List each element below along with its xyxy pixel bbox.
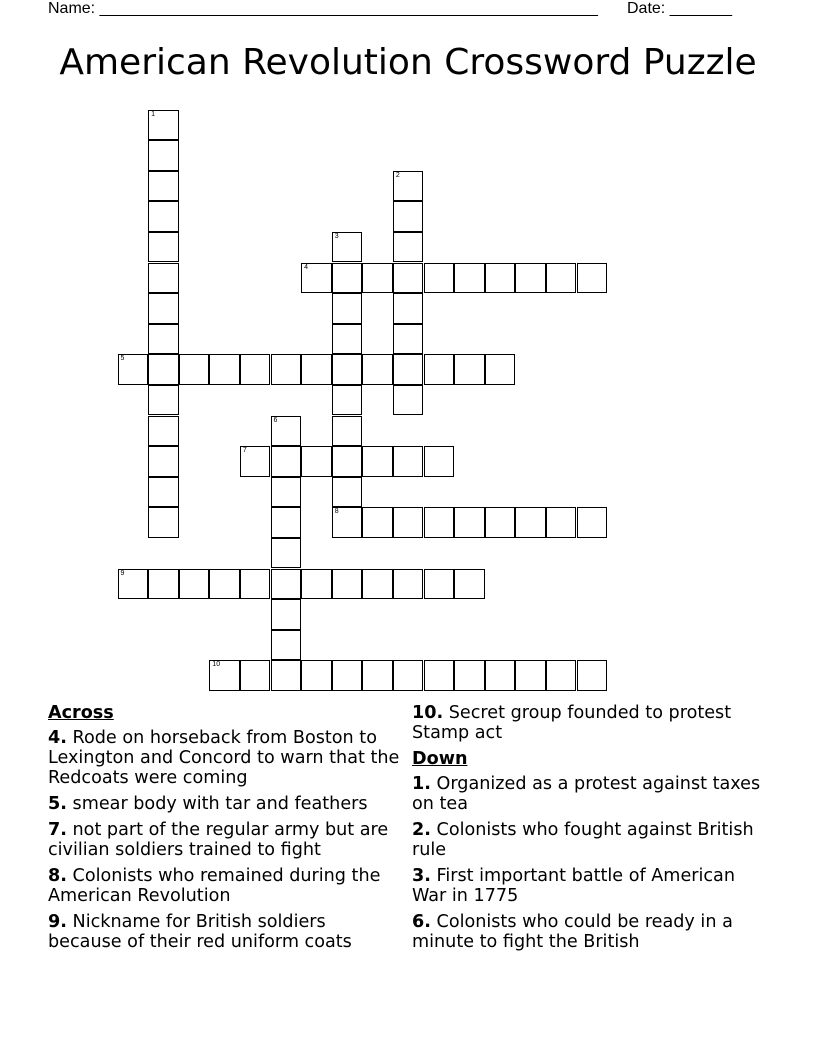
crossword-cell[interactable] (148, 446, 179, 477)
cell-number: 9 (120, 569, 125, 577)
crossword-cell[interactable] (454, 569, 485, 600)
clue-number: 5. (48, 794, 67, 814)
clue-text: Colonists who remained during the American Revolution (48, 866, 381, 906)
clue-number: 7. (48, 820, 67, 840)
crossword-cell[interactable] (148, 140, 179, 171)
crossword-cell[interactable] (362, 446, 393, 477)
crossword-cell[interactable] (240, 354, 271, 385)
crossword-cell[interactable] (118, 354, 149, 385)
crossword-cell[interactable] (332, 569, 363, 600)
crossword-cell[interactable] (148, 354, 179, 385)
crossword-cell[interactable] (271, 538, 302, 569)
crossword-cell[interactable] (332, 507, 363, 538)
clues-right-column (412, 703, 772, 958)
crossword-cell[interactable] (424, 507, 455, 538)
crossword-cell[interactable] (332, 263, 363, 294)
crossword-cell[interactable] (271, 599, 302, 630)
crossword-cell[interactable] (332, 416, 363, 447)
clue-number: 9. (48, 912, 67, 932)
crossword-cell[interactable] (148, 477, 179, 508)
crossword-cell[interactable] (332, 477, 363, 508)
clue-across-9 (48, 912, 403, 952)
crossword-cell[interactable] (271, 416, 302, 447)
clue-across-4 (48, 728, 403, 788)
crossword-cell[interactable] (577, 507, 608, 538)
clue-number: 1. (412, 774, 431, 794)
crossword-cell[interactable] (454, 354, 485, 385)
crossword-cell[interactable] (148, 385, 179, 416)
clue-text: Secret group founded to protest Stamp act (412, 703, 732, 743)
clue-down-3 (412, 866, 772, 906)
clue-down-2 (412, 820, 772, 860)
crossword-cell[interactable] (515, 263, 546, 294)
crossword-cell[interactable] (148, 507, 179, 538)
crossword-cell[interactable] (454, 263, 485, 294)
clue-number: 6. (412, 912, 431, 932)
crossword-cell[interactable] (577, 263, 608, 294)
clue-text: Rode on horseback from Boston to Lexington and Concord to warn that the Redcoats were coming (48, 728, 400, 788)
crossword-cell[interactable] (424, 446, 455, 477)
cell-number: 3 (334, 232, 339, 240)
cell-number: 7 (242, 447, 247, 455)
clue-across-10 (412, 703, 772, 743)
clues-left-column (48, 703, 403, 958)
crossword-cell[interactable] (424, 354, 455, 385)
clue-number: 10. (412, 703, 444, 723)
crossword-cell[interactable] (362, 263, 393, 294)
down-heading: Down (412, 749, 468, 769)
clue-number: 2. (412, 820, 431, 840)
cell-number: 1 (151, 110, 155, 118)
crossword-cell[interactable] (209, 354, 240, 385)
crossword-cell[interactable] (393, 293, 424, 324)
crossword-cell[interactable] (301, 660, 332, 691)
crossword-cell[interactable] (209, 660, 240, 691)
crossword-cell[interactable] (148, 171, 179, 202)
across-heading: Across (48, 703, 114, 723)
crossword-cell[interactable] (332, 385, 363, 416)
crossword-cell[interactable] (332, 660, 363, 691)
crossword-cell[interactable] (393, 507, 424, 538)
clue-number: 8. (48, 866, 67, 886)
crossword-cell[interactable] (301, 569, 332, 600)
crossword-cell[interactable] (393, 324, 424, 355)
crossword-cell[interactable] (546, 507, 577, 538)
clue-text: not part of the regular army but are civilian soldiers trained to fight (48, 820, 389, 860)
clue-across-7 (48, 820, 403, 860)
crossword-cell[interactable] (148, 263, 179, 294)
crossword-cell[interactable] (148, 110, 179, 141)
crossword-cell[interactable] (179, 569, 210, 600)
cell-number: 10 (212, 661, 221, 669)
crossword-cell[interactable] (118, 569, 149, 600)
crossword-cell[interactable] (515, 660, 546, 691)
crossword-cell[interactable] (485, 263, 516, 294)
name-field[interactable]: Name: ________________________________________________________ (48, 0, 598, 17)
cell-number: 5 (120, 355, 125, 363)
crossword-cell[interactable] (485, 660, 516, 691)
crossword-cell[interactable] (148, 293, 179, 324)
crossword-cell[interactable] (393, 201, 424, 232)
crossword-cell[interactable] (271, 477, 302, 508)
crossword-cell[interactable] (424, 660, 455, 691)
crossword-cell[interactable] (179, 354, 210, 385)
crossword-cell[interactable] (240, 660, 271, 691)
clue-text: Colonists who could be ready in a minute to fight the British (412, 912, 733, 952)
crossword-cell[interactable] (271, 354, 302, 385)
page-title: American Revolution Crossword Puzzle (59, 42, 757, 83)
crossword-cell[interactable] (148, 569, 179, 600)
crossword-cell[interactable] (393, 232, 424, 263)
crossword-cell[interactable] (148, 232, 179, 263)
crossword-cell[interactable] (148, 324, 179, 355)
crossword-cell[interactable] (271, 569, 302, 600)
crossword-cell[interactable] (240, 569, 271, 600)
crossword-cell[interactable] (393, 569, 424, 600)
crossword-cell[interactable] (301, 263, 332, 294)
crossword-cell[interactable] (546, 660, 577, 691)
crossword-cell[interactable] (393, 263, 424, 294)
cell-number: 4 (304, 263, 308, 271)
crossword-cell[interactable] (271, 630, 302, 661)
crossword-cell[interactable] (301, 446, 332, 477)
crossword-cell[interactable] (271, 507, 302, 538)
crossword-cell[interactable] (577, 660, 608, 691)
crossword-cell[interactable] (332, 446, 363, 477)
crossword-cell[interactable] (271, 660, 302, 691)
clue-text: smear body with tar and feathers (72, 794, 368, 814)
clue-number: 4. (48, 728, 67, 748)
crossword-cell[interactable] (424, 569, 455, 600)
clue-number: 3. (412, 866, 431, 886)
crossword-cell[interactable] (209, 569, 240, 600)
crossword-cell[interactable] (393, 446, 424, 477)
crossword-cell[interactable] (485, 354, 516, 385)
crossword-cell[interactable] (301, 354, 332, 385)
date-field[interactable]: Date: _______ (627, 0, 732, 17)
crossword-cell[interactable] (454, 507, 485, 538)
clue-down-1 (412, 774, 772, 814)
cell-number: 6 (273, 416, 278, 424)
crossword-cell[interactable] (454, 660, 485, 691)
crossword-cell[interactable] (362, 354, 393, 385)
crossword-cell[interactable] (393, 385, 424, 416)
crossword-cell[interactable] (362, 660, 393, 691)
crossword-cell[interactable] (424, 263, 455, 294)
crossword-cell[interactable] (240, 446, 271, 477)
crossword-cell[interactable] (515, 507, 546, 538)
crossword-cell[interactable] (332, 354, 363, 385)
clue-text: Organized as a protest against taxes on tea (412, 774, 761, 814)
crossword-cell[interactable] (393, 171, 424, 202)
crossword-cell[interactable] (148, 416, 179, 447)
clue-across-5 (48, 794, 403, 814)
crossword-cell[interactable] (546, 263, 577, 294)
crossword-cell[interactable] (362, 507, 393, 538)
crossword-cell[interactable] (332, 293, 363, 324)
clue-down-6 (412, 912, 772, 952)
crossword-cell[interactable] (148, 201, 179, 232)
clue-text: Colonists who fought against British rule (412, 820, 754, 860)
cell-number: 2 (395, 171, 400, 179)
crossword-cell[interactable] (393, 660, 424, 691)
cell-number: 8 (334, 508, 339, 516)
crossword-cell[interactable] (271, 446, 302, 477)
crossword-cell[interactable] (485, 507, 516, 538)
crossword-cell[interactable] (332, 324, 363, 355)
crossword-cell[interactable] (393, 354, 424, 385)
clue-text: Nickname for British soldiers because of their red uniform coats (48, 912, 352, 952)
clue-text: First important battle of American War in 1775 (412, 866, 735, 906)
crossword-cell[interactable] (362, 569, 393, 600)
crossword-cell[interactable] (332, 232, 363, 263)
clue-across-8 (48, 866, 403, 906)
